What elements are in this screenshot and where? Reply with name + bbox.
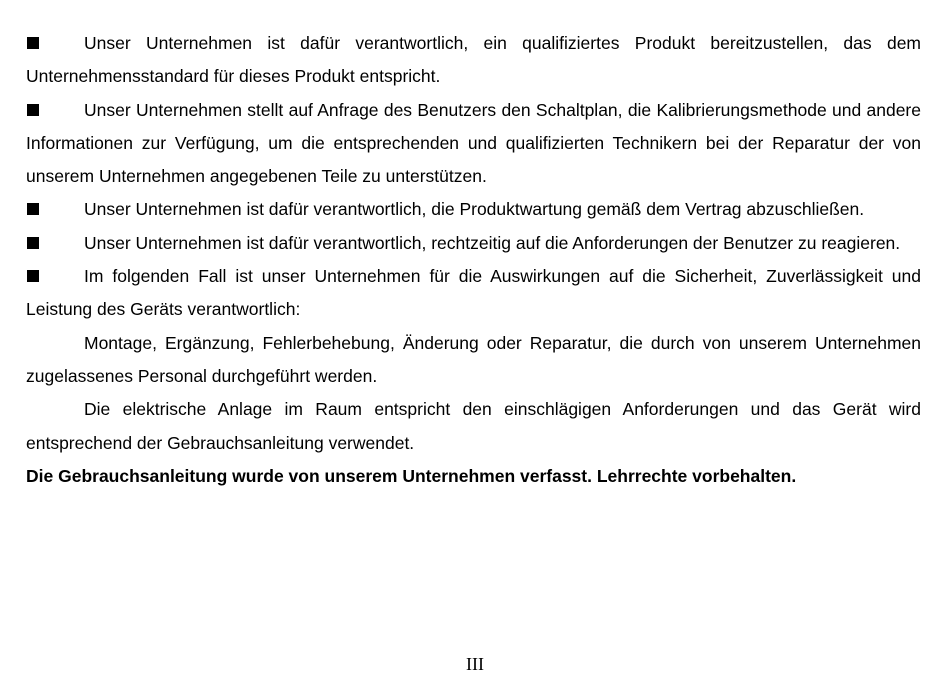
square-bullet-icon	[27, 37, 39, 49]
square-bullet-icon	[27, 237, 39, 249]
bullet-paragraph-responsibility-product	[26, 27, 921, 94]
square-bullet-icon	[27, 270, 39, 282]
copyright-notice: Die Gebrauchsanleitung wurde von unserem Unternehmen verfasst. Lehrrechte vorbehalten.	[26, 465, 797, 486]
bullet-paragraph-maintenance	[26, 193, 921, 226]
paragraph-text: Unser Unternehmen ist dafür verantwortlich, ein qualifiziertes Produkt bereitzustellen, das dem Unternehmensstandard für dieses Produkt entspricht.	[26, 33, 921, 87]
paragraph-text: Unser Unternehmen stellt auf Anfrage des Benutzers den Schaltplan, die Kalibrierungsmethode und andere Informationen zur Verfügung, um die entsprechenden und qualifizierten Technikern bei der Reparatur der von unserem Unternehmen angegebenen Teile zu unterstützen.	[26, 99, 921, 187]
bullet-paragraph-information-provision	[26, 94, 921, 194]
square-bullet-icon	[27, 104, 39, 116]
paragraph-text: Im folgenden Fall ist unser Unternehmen für die Auswirkungen auf die Sicherheit, Zuverlässigkeit und Leistung des Geräts verantwortlich:	[26, 266, 921, 320]
bullet-paragraph-liability-conditions	[26, 260, 921, 327]
page-number: III	[466, 654, 484, 674]
bullet-paragraph-response	[26, 227, 921, 260]
indented-paragraph-authorized-personnel: Montage, Ergänzung, Fehlerbehebung, Änderung oder Reparatur, die durch von unserem Unternehmen zugelassenes Personal durchgeführt werden.	[26, 332, 921, 386]
document-body	[26, 27, 921, 493]
square-bullet-icon	[27, 203, 39, 215]
indented-paragraph-electrical-installation: Die elektrische Anlage im Raum entspricht den einschlägigen Anforderungen und das Gerät wird entsprechend der Gebrauchsanleitung verwendet.	[26, 399, 921, 453]
paragraph-text: Unser Unternehmen ist dafür verantwortlich, rechtzeitig auf die Anforderungen der Benutzer zu reagieren.	[84, 232, 901, 253]
paragraph-text: Unser Unternehmen ist dafür verantwortlich, die Produktwartung gemäß dem Vertrag abzuschließen.	[84, 199, 865, 220]
